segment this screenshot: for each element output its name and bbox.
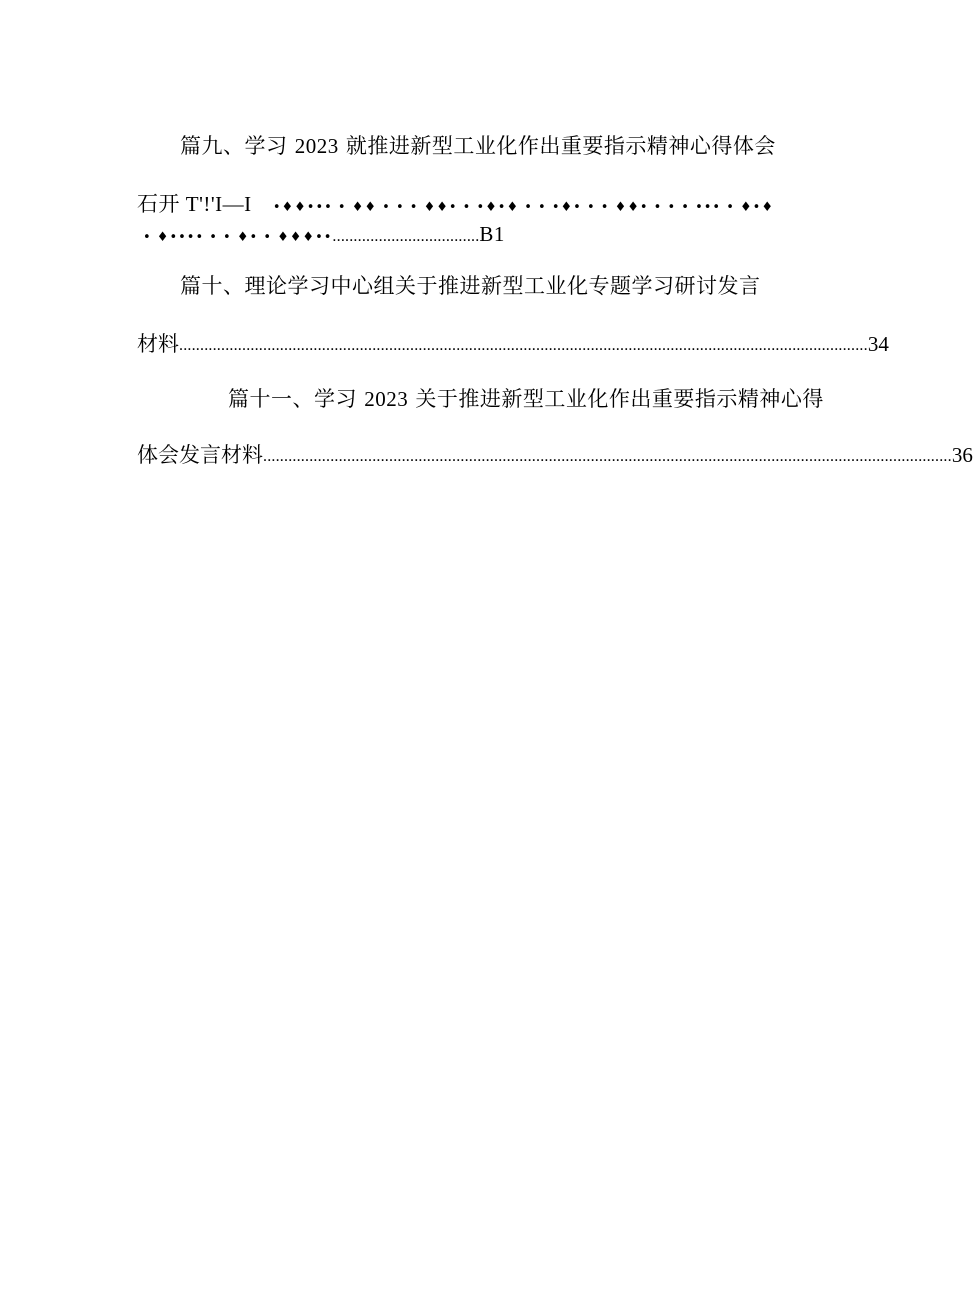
toc-entry-11-page-number: 36 bbox=[951, 443, 973, 467]
toc-entry-9-line2 bbox=[137, 191, 774, 221]
toc-entry-9-line3 bbox=[143, 221, 505, 251]
toc-entry-9-year: 2023 bbox=[294, 134, 339, 158]
toc-entry-10-row[interactable] bbox=[137, 331, 889, 357]
toc-entry-9-leader: ................................... bbox=[332, 228, 480, 245]
toc-entry-10-leader: .................................................................................................................................................................... bbox=[179, 337, 868, 354]
toc-entry-10-page-number: 34 bbox=[867, 332, 889, 356]
toc-entry-10-title-text: 篇十、理论学习中心组关于推进新型工业化专题学习研讨发言 bbox=[180, 274, 761, 298]
toc-entry-10-title bbox=[180, 273, 761, 299]
toc-entry-9-garbled-symbols: •♦♦••• • ♦♦ • • • ♦♦• • •♦•♦ • • •♦• • • ♦♦• • • • ••• • ♦•♦ bbox=[272, 200, 774, 215]
toc-entry-9-garbled-text: 石开 T'!'I—I bbox=[137, 192, 252, 216]
toc-entry-9-page-number: B1 bbox=[479, 222, 505, 246]
toc-entry-11-rest: 关于推进新型工业化作出重要指示精神心得 bbox=[408, 387, 824, 411]
toc-entry-9-prefix: 篇九、学习 bbox=[180, 134, 295, 158]
toc-entry-10-continuation: 材料 bbox=[137, 332, 179, 356]
toc-entry-11-continuation: 体会发言材料 bbox=[137, 443, 263, 467]
toc-entry-9-title bbox=[180, 133, 776, 159]
toc-entry-11-row[interactable] bbox=[137, 442, 973, 468]
toc-entry-9-rest: 就推进新型工业化作出重要指示精神心得体会 bbox=[338, 134, 776, 158]
toc-entry-11-title bbox=[228, 386, 824, 412]
toc-entry-11-year: 2023 bbox=[364, 387, 409, 411]
toc-entry-11-prefix: 篇十一、学习 bbox=[228, 387, 365, 411]
toc-entry-9-garbled-symbols-2: • ♦•••• • • ♦• • ♦♦♦•• bbox=[143, 230, 333, 245]
toc-entry-11-leader: .................................................................................................................................................................... bbox=[263, 448, 952, 465]
